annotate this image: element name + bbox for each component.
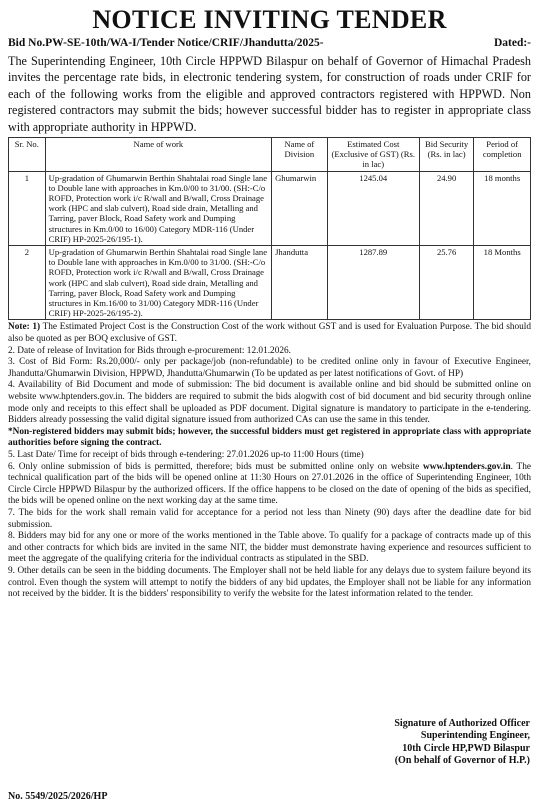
cell-cost: 1287.89 [327, 246, 419, 320]
signature-line-4: (On behalf of Governor of H.P.) [394, 755, 530, 767]
note-3: 3. Cost of Bid Form: Rs.20,000/- only per package/job (non-refundable) to be credited online only in favour of Executive Engineer, Jhandutta/Ghumarwin Division, HPPWD, Jhandutta/Ghumarwin (To be updated as per latest notifications of Govt. of HP) [8, 357, 531, 379]
reference-number: No. 5549/2025/2026/HP [8, 791, 108, 802]
note-1-label: Note: 1) [8, 322, 41, 333]
note-4: 4. Availability of Bid Document and mode of submission: The bid document is available online and bid should be submitted online on website www.hptenders.gov.in. The bidders are required to submit the bids alogwith cost of bid document and bid security through online mode only and receipts to this effect shall be uploaded as PDF document. Digital signature is mandatory to participate in the e-tendering. Bidders already possessing the valid digital signature issued from authorized CAs can use the same in this tender. [8, 380, 531, 426]
cell-division: Ghumarwin [272, 171, 328, 245]
note-1-text: The Estimated Project Cost is the Construction Cost of the work without GST and is used for Evaluation Purpose. The bid should also be quoted as per BOQ exclusive of GST. [8, 322, 532, 345]
intro-paragraph: The Superintending Engineer, 10th Circle HPPWD Bilaspur on behalf of Governor of Himachal Pradesh invites the percentage rate bids, in electronic tendering system, for construction of roads under CRIF for each of the following works from the eligible and approved contractors registered with HPPWD. Non registered contractors may submit the bids; however successful bidder has to register in appropriate class with appropriate authority in HPPWD. [8, 54, 531, 134]
cell-bid: 24.90 [419, 171, 474, 245]
cell-cost: 1245.04 [327, 171, 419, 245]
note-8: 8. Bidders may bid for any one or more of the works mentioned in the Table above. To qualify for a package of contracts made up of this and other contracts for which bids are invited in the same NIT, the bidder must demonstrate having experience and resources sufficient to meet the aggregate of the qualifying criteria for the individual contracts as stipulated in the SBD. [8, 531, 531, 565]
signature-line-2: Superintending Engineer, [420, 730, 530, 742]
note-9: 9. Other details can be seen in the bidding documents. The Employer shall not be held liable for any delays due to system failure beyond its control. Even though the system will attempt to notify the bidders of any bid updates, the Employer shall not be liable for any information not received by the bidder. It is the bidders' responsibility to verify the website for the latest information related to the tender. [8, 565, 531, 600]
bid-number-line [8, 36, 531, 51]
col-period: Period of completion [474, 138, 531, 172]
cell-bid: 25.76 [419, 246, 474, 320]
table-row [9, 246, 531, 320]
signature-block [394, 718, 530, 768]
cell-period: 18 Months [474, 246, 531, 320]
cell-sr: 2 [9, 246, 46, 320]
col-division: Name of Division [272, 138, 328, 172]
cell-period: 18 months [474, 171, 531, 245]
col-sr-no: Sr. No. [9, 138, 46, 172]
note-4-warning: *Non-registered bidders may submit bids; however, the successful bidders must get registered in appropriate class with appropriate authorities before signing the contract. [8, 426, 531, 449]
note-1 [8, 322, 531, 345]
table-header-row [9, 138, 531, 172]
table-row [9, 171, 531, 245]
cell-division: Jhandutta [272, 246, 328, 320]
note-6-website: www.hptenders.gov.in [423, 461, 511, 472]
note-6-text-b: . The technical qualification part of the bids will be opened online at 11:30 Hours on 27.01.2026 in the office of Superintending Engineer, 10th Circle Circle HPPWD Bilaspur by the authorized officers. If the office happens to be closed on the date of opening of the bids as specified, the bids will be opened online on the next working day at the same time. [8, 461, 532, 507]
note-6 [8, 462, 531, 508]
page-title: NOTICE INVITING TENDER [92, 5, 447, 34]
note-5: 5. Last Date/ Time for receipt of bids through e-tendering: 27.01.2026 up-to 11:00 Hours (time) [8, 450, 364, 461]
dated-label: Dated:- [493, 37, 531, 49]
cell-name: Up-gradation of Ghumarwin Berthin Shahtalai road Single lane to Double lane with approaches in Km.0/00 to 31/00. (SH:-C/o ROFD, Protection work i/c R/wall and B/wall, Cross Drainage work (HPC and slab culvert), Road side drain, Metalling and Tarring, paver Block, Road Safety work and Dumping structures in Km.16/00 to 31/00) Category MDR-116 (Under CRIF) HP-2025-26/195-2). [45, 246, 271, 320]
col-estimated-cost: Estimated Cost (Exclusive of GST) (Rs. in lac) [327, 138, 419, 172]
note-7: 7. The bids for the work shall remain valid for acceptance for a period not less than Ninety (90) days after the deadline date for bid submission. [8, 507, 531, 530]
works-table [8, 137, 531, 320]
note-2: 2. Date of release of Invitation for Bids through e-procurement: 12.01.2026. [8, 345, 291, 356]
signature-line-3: 10th Circle HP,PWD Bilaspur [402, 742, 530, 754]
note-6-text-a: 6. Only online submission of bids is permitted, therefore; bids must be submitted online only on website [8, 461, 424, 472]
signature-line-1: Signature of Authorized Officer [394, 718, 530, 729]
bid-number: Bid No.PW-SE-10th/WA-I/Tender Notice/CRIF/Jhandutta/2025- [8, 37, 324, 49]
col-name-of-work: Name of work [45, 138, 271, 172]
cell-sr: 1 [9, 171, 46, 245]
notes-section [8, 322, 531, 600]
col-bid-security: Bid Security (Rs. in lac) [419, 138, 474, 172]
cell-name: Up-gradation of Ghumarwin Berthin Shahtalai road Single lane to Double lane with approaches in Km.0/00 to 31/00. (SH:-C/o ROFD, Protection work i/c R/wall and B/wall, Cross Drainage work (HPC and slab culvert), Road side drain, Metalling and Tarring, paver Block, Road Safety work and Dumping structures in Km.0/00 to 16/00) Category MDR-116 (Under CRIF) HP-2025-26/195-1). [45, 171, 271, 245]
